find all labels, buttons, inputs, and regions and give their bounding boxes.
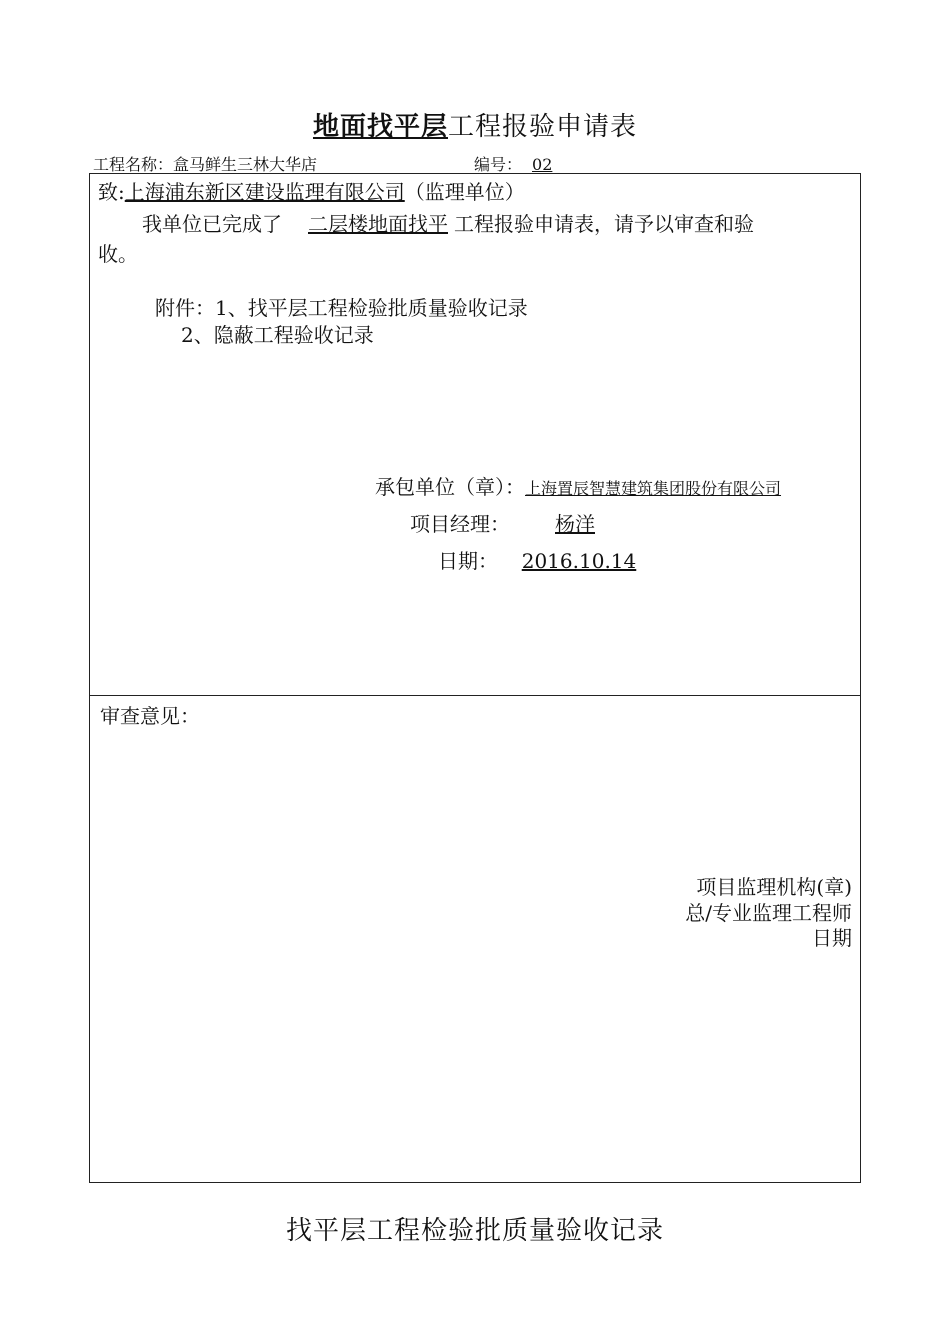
addressee-line: [98, 176, 525, 205]
supervisor-suffix: （监理单位）: [404, 180, 525, 204]
body-text-3: 收。: [98, 242, 138, 266]
to-prefix: 致:: [98, 180, 125, 204]
date-label: 日期：: [438, 549, 498, 573]
project-name: 盒马鲜生三林大华店: [173, 155, 318, 174]
work-item: 二层楼地面找平: [308, 212, 448, 236]
manager-label: 项目经理：: [410, 512, 510, 536]
body-text-2: 工程报验申请表，请予以审查和验: [454, 212, 754, 236]
project-label: 工程名称：: [93, 155, 174, 174]
contractor-row: [375, 471, 781, 500]
supervisor-company: 上海浦东新区建设监理有限公司: [124, 180, 405, 204]
project-name-row: [93, 152, 317, 175]
review-section: [89, 695, 861, 1183]
attachment-1: 附件：1、找平层工程检验批质量验收记录: [155, 296, 528, 320]
number-row: [474, 152, 566, 175]
body-line-1: [142, 208, 754, 237]
page-title: [0, 106, 950, 143]
contractor-name: 上海置辰智慧建筑集团股份有限公司: [525, 479, 782, 498]
title-bold-part: 地面找平层: [312, 112, 448, 142]
date-value: 2016.10.14: [521, 549, 637, 573]
date-row: [438, 545, 660, 574]
next-form-title: 找平层工程检验批质量验收记录: [285, 1216, 664, 1246]
manager-name: 杨洋: [555, 512, 595, 536]
body-text-1: 我单位已完成了: [142, 212, 282, 236]
agency-label: 项目监理机构(章): [696, 875, 852, 899]
opinion-label: 审查意见：: [100, 704, 200, 728]
application-section: [89, 173, 861, 696]
number-label: 编号：: [474, 155, 523, 174]
title-rest: 工程报验申请表: [448, 112, 638, 142]
review-date-label: 日期: [812, 926, 852, 950]
number-value: 02: [532, 155, 553, 174]
attachment-2: 2、隐蔽工程验收记录: [181, 323, 374, 347]
manager-row: [410, 508, 640, 537]
engineer-label: 总/专业监理工程师: [685, 901, 852, 925]
contractor-label: 承包单位（章）：: [375, 475, 525, 499]
